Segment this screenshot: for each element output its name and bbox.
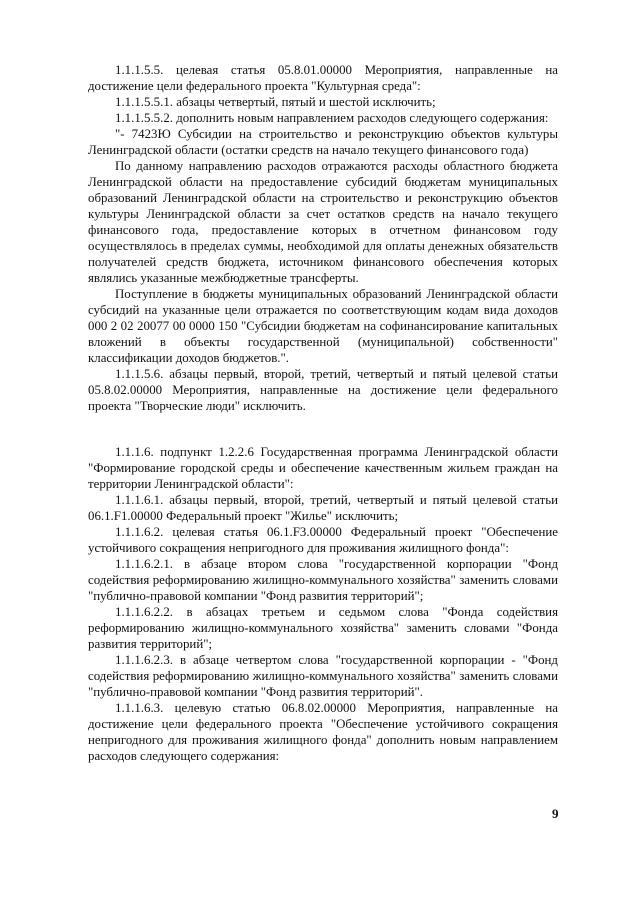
page-number: 9 <box>552 806 559 821</box>
section-gap <box>88 414 558 444</box>
paragraph-1-1-1-5-5: 1.1.1.5.5. целевая статья 05.8.01.00000 Мероприятия, направленные на достижение цели федерального проекта "Культурная среда": <box>88 63 558 93</box>
paragraph-1-1-1-6-2: 1.1.1.6.2. целевая статья 06.1.F3.00000 Федеральный проект "Обеспечение устойчивого сокращения непригодного для проживания жилищного фонда": <box>88 525 558 555</box>
paragraph-1-1-1-6-2-2: 1.1.1.6.2.2. в абзацах третьем и седьмом слова "Фонда содействия реформированию жилищно-коммунального хозяйства" заменить словами "Фонда развития территорий"; <box>88 605 558 651</box>
paragraph-1-1-1-6-2-3: 1.1.1.6.2.3. в абзаце четвертом слова "государственной корпорации - "Фонд содействия реформированию жилищно-коммунального хозяйства" заменить словами "публично-правовой компании "Фонд развития территорий". <box>88 653 558 699</box>
paragraph-1-1-1-5-5-2: 1.1.1.5.5.2. дополнить новым направлением расходов следующего содержания: <box>115 111 549 125</box>
paragraph-income-codes: Поступление в бюджеты муниципальных образований Ленинградской области субсидий на указанные цели отражается по соответствующим кодам вида доходов 000 2 02 20077 00 0000 150 "Субсидии бюджетам на софинансирование капитальных вложений в объекты государственной (муниципальной) собственности" классификации доходов бюджетов.". <box>88 287 558 365</box>
paragraph-1-1-1-5-5-1: 1.1.1.5.5.1. абзацы четвертый, пятый и шестой исключить; <box>115 95 436 109</box>
paragraph-1-1-1-6-2-1: 1.1.1.6.2.1. в абзаце втором слова "государственной корпорации "Фонд содействия реформированию жилищно-коммунального хозяйства" заменить словами "публично-правовой компании "Фонд развития территорий"; <box>88 557 558 603</box>
paragraph-1-1-1-5-6: 1.1.1.5.6. абзацы первый, второй, третий, четвертый и пятый целевой статьи 05.8.02.00000 Мероприятия, направленные на достижение цели федерального проекта "Творческие люди" исключить. <box>88 367 558 413</box>
paragraph-expense-description: По данному направлению расходов отражаются расходы областного бюджета Ленинградской области на предоставление субсидий бюджетам муниципальных образований Ленинградской области на строительство и реконструкцию объектов культуры Ленинградской области за счет остатков средств на начало текущего финансового года, предоставление которых в отчетном финансовом году осуществлялось в пределах суммы, необходимой для оплаты денежных обязательств получателей средств бюджета, источником финансового обеспечения которых являлись указанные межбюджетные трансферты. <box>88 159 558 285</box>
paragraph-1-1-1-6-3: 1.1.1.6.3. целевую статью 06.8.02.00000 Мероприятия, направленные на достижение цели федерального проекта "Обеспечение устойчивого сокращения непригодного для проживания жилищного фонда" дополнить новым направлением расходов следующего содержания: <box>88 701 558 763</box>
paragraph-1-1-1-6-1: 1.1.1.6.1. абзацы первый, второй, третий, четвертый и пятый целевой статьи 06.1.F1.00000 Федеральный проект "Жилье" исключить; <box>88 493 558 523</box>
paragraph-new-expense-direction: "- 7423Ю Субсидии на строительство и реконструкцию объектов культуры Ленинградской области (остатки средств на начало текущего финансового года) <box>88 127 558 157</box>
paragraph-1-1-1-6: 1.1.1.6. подпункт 1.2.2.6 Государственная программа Ленинградской области "Формирование городской среды и обеспечение качественным жильем граждан на территории Ленинградской области": <box>88 445 558 491</box>
document-body <box>88 62 558 764</box>
